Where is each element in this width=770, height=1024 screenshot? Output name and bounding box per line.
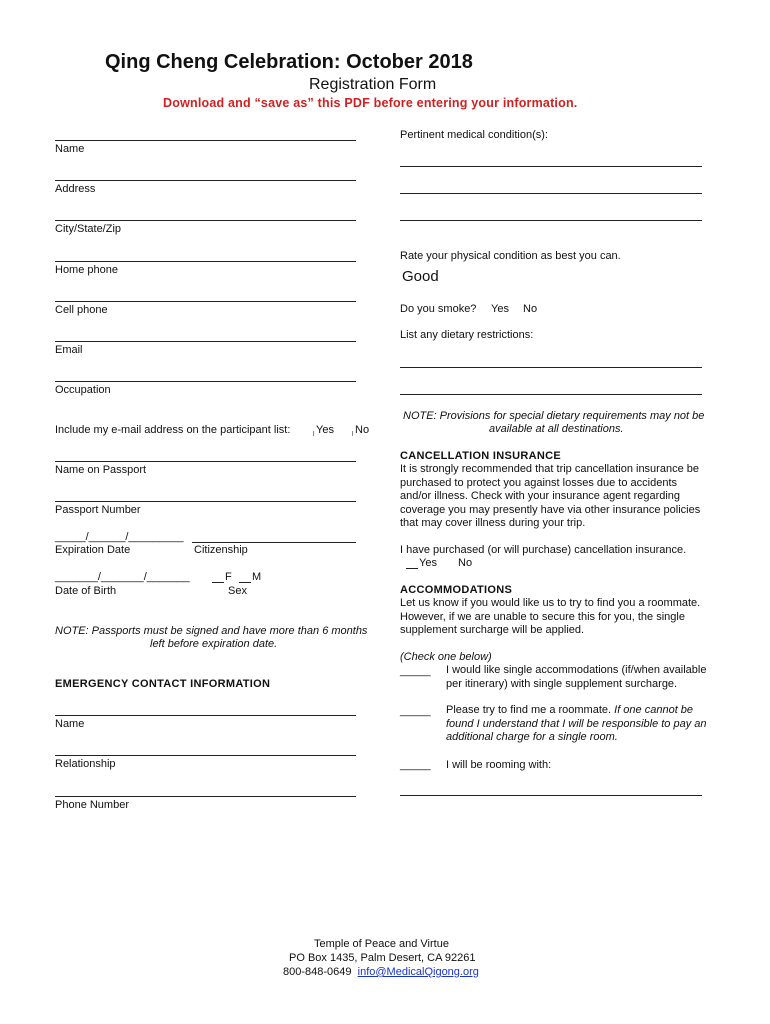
cancellation-text bbox=[400, 463, 700, 531]
city-state-zip-field[interactable] bbox=[55, 220, 356, 221]
cell-phone-field[interactable] bbox=[55, 301, 356, 302]
passport-note-line2: left before expiration date. bbox=[150, 638, 278, 650]
passport-note-line1: NOTE: Passports must be signed and have more than 6 months bbox=[55, 625, 368, 637]
check-one-instruction: (Check one below) bbox=[400, 651, 492, 663]
sex-f-label: F bbox=[225, 571, 232, 583]
form-title: Qing Cheng Celebration: October 2018 bbox=[105, 51, 473, 73]
medical-line-1[interactable] bbox=[400, 166, 702, 167]
relationship-field[interactable] bbox=[55, 755, 356, 756]
rooming-with-field[interactable] bbox=[400, 795, 702, 796]
cell-phone-label: Cell phone bbox=[55, 304, 108, 316]
option-single-line: per itinerary) with single supplement surcharge. bbox=[446, 677, 678, 690]
footer-phone: 800-848-0649 bbox=[283, 966, 352, 978]
cancellation-line: coverage you may presently have via other insurance policies bbox=[400, 503, 701, 516]
sex-label: Sex bbox=[228, 585, 247, 597]
cancellation-heading: CANCELLATION INSURANCE bbox=[400, 450, 562, 462]
option-roommate-checkbox[interactable]: _____ bbox=[400, 705, 431, 717]
include-email-no-checkbox[interactable] bbox=[352, 431, 353, 436]
expiration-date-label: Expiration Date bbox=[55, 544, 131, 556]
address-label: Address bbox=[55, 183, 96, 195]
accommodations-line: supplement surcharge will be applied. bbox=[400, 624, 585, 636]
include-email-question: Include my e-mail address on the participant list: bbox=[55, 424, 291, 436]
cancellation-question: I have purchased (or will purchase) cancellation insurance. bbox=[400, 544, 687, 556]
footer-email-link[interactable]: info@MedicalQigong.org bbox=[357, 966, 479, 978]
phone-number-field[interactable] bbox=[55, 796, 356, 797]
smoke-no-option[interactable]: No bbox=[523, 303, 538, 315]
option-rooming-with-label: I will be rooming with: bbox=[446, 759, 552, 771]
medical-line-2[interactable] bbox=[400, 193, 702, 194]
dietary-line-1[interactable] bbox=[400, 367, 702, 368]
occupation-field[interactable] bbox=[55, 381, 356, 382]
name-label: Name bbox=[55, 143, 85, 155]
accommodations-heading: ACCOMMODATIONS bbox=[400, 584, 513, 596]
medical-conditions-label: Pertinent medical condition(s): bbox=[400, 129, 548, 141]
include-email-no-label: No bbox=[355, 424, 370, 436]
email-label: Email bbox=[55, 344, 83, 356]
sex-m-label: M bbox=[252, 571, 262, 583]
footer-org: Temple of Peace and Virtue bbox=[314, 938, 449, 950]
occupation-label: Occupation bbox=[55, 384, 111, 396]
medical-line-3[interactable] bbox=[400, 220, 702, 221]
cancellation-no-option[interactable]: No bbox=[458, 557, 473, 569]
cancellation-line: that may cover illness during your trip. bbox=[400, 517, 586, 529]
cancellation-yes-checkbox[interactable] bbox=[406, 568, 418, 569]
sex-f-checkbox[interactable] bbox=[212, 582, 224, 583]
option-roommate-line2: found I understand that I will be responsible to pay an bbox=[446, 717, 707, 730]
sex-m-checkbox[interactable] bbox=[239, 582, 251, 583]
emergency-contact-heading: EMERGENCY CONTACT INFORMATION bbox=[55, 678, 271, 690]
cancellation-line: It is strongly recommended that trip cancellation insurance be bbox=[400, 463, 699, 475]
download-notice: Download and “save as” this PDF before entering your information. bbox=[163, 96, 578, 110]
rate-condition-value[interactable]: Good bbox=[402, 268, 439, 285]
smoke-question: Do you smoke? bbox=[400, 303, 477, 315]
cancellation-line: purchased to protect you against losses due to accidents bbox=[400, 476, 678, 489]
citizenship-field[interactable] bbox=[192, 542, 356, 543]
date-of-birth-label: Date of Birth bbox=[55, 585, 117, 597]
address-field[interactable] bbox=[55, 180, 356, 181]
include-email-yes-label: Yes bbox=[316, 424, 334, 436]
option-roommate-text bbox=[446, 704, 707, 745]
footer-address: PO Box 1435, Palm Desert, CA 92261 bbox=[289, 952, 476, 964]
passport-name-field[interactable] bbox=[55, 461, 356, 462]
phone-number-label: Phone Number bbox=[55, 799, 129, 811]
date-of-birth-field[interactable]: _______/_______/_______ bbox=[55, 571, 190, 583]
accommodations-text bbox=[400, 597, 700, 638]
passport-name-label: Name on Passport bbox=[55, 464, 147, 476]
name-field[interactable] bbox=[55, 140, 356, 141]
passport-number-field[interactable] bbox=[55, 501, 356, 502]
option-roommate-italic: If one cannot be bbox=[614, 704, 694, 716]
option-single-text bbox=[446, 664, 706, 691]
cancellation-yes-label: Yes bbox=[419, 557, 437, 569]
dietary-restrictions-label: List any dietary restrictions: bbox=[400, 329, 534, 341]
dietary-note-line1: NOTE: Provisions for special dietary requirements may not be bbox=[403, 410, 705, 422]
relationship-label: Relationship bbox=[55, 758, 116, 770]
emergency-name-label: Name bbox=[55, 718, 85, 730]
option-roommate-line3: additional charge for a single room. bbox=[446, 731, 618, 743]
passport-number-label: Passport Number bbox=[55, 504, 141, 516]
include-email-yes-checkbox[interactable] bbox=[313, 431, 314, 436]
option-roommate-line1 bbox=[446, 704, 707, 718]
footer-contact bbox=[283, 966, 479, 978]
accommodations-line: Let us know if you would like us to try to find you a roommate. bbox=[400, 597, 701, 609]
city-state-zip-label: City/State/Zip bbox=[55, 223, 122, 235]
option-single-checkbox[interactable]: _____ bbox=[400, 665, 431, 677]
citizenship-label: Citizenship bbox=[194, 544, 248, 556]
rate-condition-label: Rate your physical condition as best you can. bbox=[400, 250, 621, 262]
emergency-name-field[interactable] bbox=[55, 715, 356, 716]
accommodations-line: However, if we are unable to secure this for you, the single bbox=[400, 610, 685, 623]
email-field[interactable] bbox=[55, 341, 356, 342]
option-rooming-with-checkbox[interactable]: _____ bbox=[400, 759, 431, 771]
expiration-date-field[interactable]: _____/______/_________ bbox=[55, 531, 184, 543]
home-phone-field[interactable] bbox=[55, 261, 356, 262]
option-roommate-plain: Please try to find me a roommate. bbox=[446, 704, 615, 716]
dietary-note-line2: available at all destinations. bbox=[489, 423, 624, 435]
smoke-yes-option[interactable]: Yes bbox=[491, 303, 509, 315]
option-single-line: I would like single accommodations (if/when available bbox=[446, 664, 707, 676]
form-subtitle: Registration Form bbox=[309, 76, 437, 93]
home-phone-label: Home phone bbox=[55, 264, 118, 276]
dietary-line-2[interactable] bbox=[400, 394, 702, 395]
cancellation-line: and/or illness. Check with your insurance agent regarding bbox=[400, 490, 681, 502]
